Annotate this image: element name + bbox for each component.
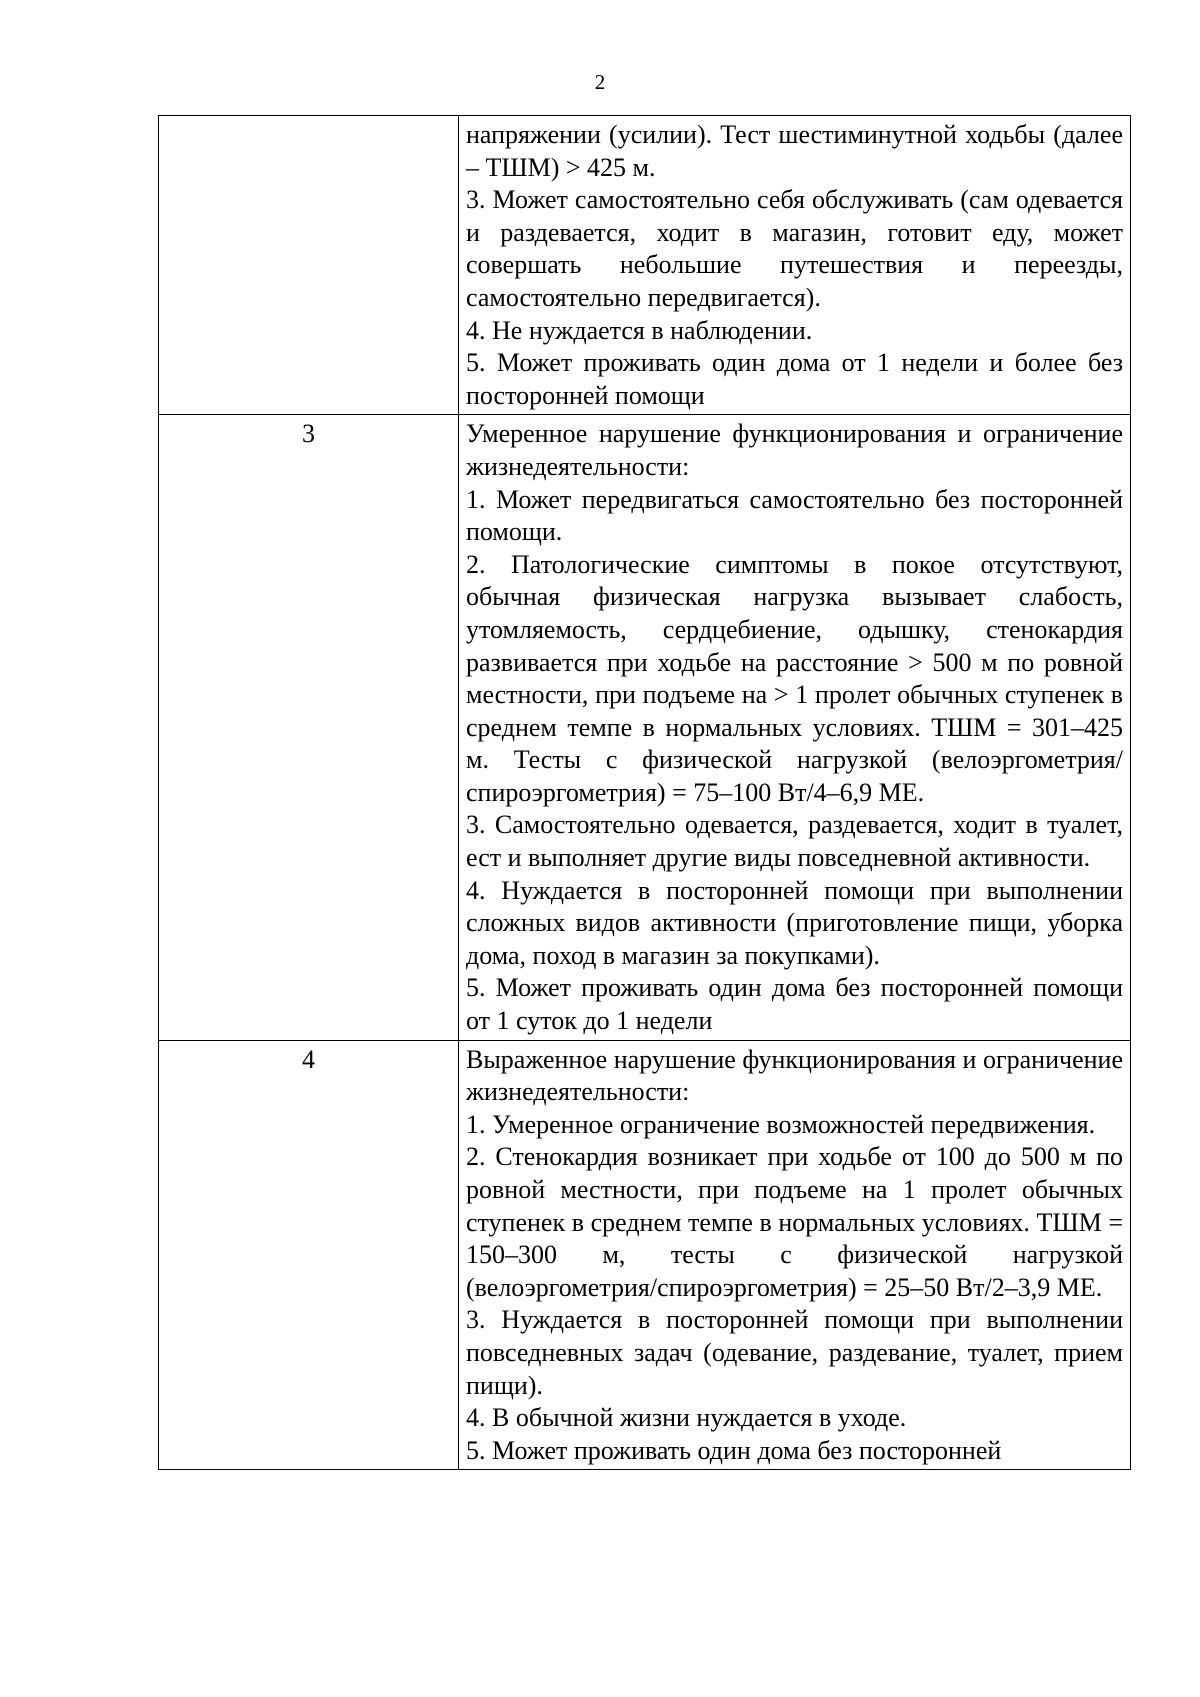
- level-cell: [159, 116, 459, 415]
- paragraph: 3. Может самостоятельно себя обслуживать (сам одевается и раздевается, ходит в магазин, готовит еду, может совершать небольшие путешествия и переезды, самостоятельно передвигается).: [466, 185, 1123, 312]
- page-number: 2: [594, 70, 606, 94]
- paragraph: 5. Может проживать один дома от 1 недели и более без посторонней помощи: [466, 348, 1123, 410]
- description-cell: [459, 415, 1131, 1040]
- table-row: [159, 116, 1131, 415]
- description-cell: [459, 1040, 1131, 1470]
- rehab-scale-table: [158, 115, 1131, 1470]
- paragraph: 4. В обычной жизни нуждается в уходе.: [466, 1403, 907, 1433]
- paragraph: 2. Стенокардия возникает при ходьбе от 100 до 500 м по ровной местности, при подъеме на 1 пролет обычных ступенек в среднем темпе в нормальных условиях. ТШМ = 150–300 м, тесты с физической нагрузкой (велоэргометрия/спироэргометрия) = 25–50 Вт/2–3,9 МЕ.: [466, 1142, 1123, 1302]
- paragraph: 4. Нуждается в посторонней помощи при выполнении сложных видов активности (приготовление пищи, уборка дома, поход в магазин за покупками).: [466, 875, 1123, 970]
- paragraph: 1. Может передвигаться самостоятельно без посторонней помощи.: [466, 484, 1123, 547]
- table-row: [159, 1040, 1131, 1470]
- paragraph: Выраженное нарушение функционирования и ограничение жизнедеятельности:: [466, 1044, 1123, 1107]
- table-row: [159, 415, 1131, 1040]
- paragraph: 5. Может проживать один дома без посторонней: [466, 1435, 1002, 1465]
- paragraph: 3. Нуждается в посторонней помощи при выполнении повседневных задач (одевание, раздевание, туалет, прием пищи).: [466, 1305, 1123, 1400]
- paragraph: 4. Не нуждается в наблюдении.: [466, 315, 813, 345]
- description-cell: [459, 116, 1131, 415]
- level-cell: 3: [159, 415, 459, 1040]
- paragraph: напряжении (усилии). Тест шестиминутной ходьбы (далее – ТШМ) > 425 м.: [466, 120, 1123, 182]
- paragraph: 1. Умеренное ограничение возможностей передвижения.: [466, 1109, 1096, 1139]
- paragraph: 5. Может проживать один дома без посторонней помощи от 1 суток до 1 недели: [466, 973, 1123, 1036]
- paragraph: 2. Патологические симптомы в покое отсутствуют, обычная физическая нагрузка вызывает слабость, утомляемость, сердцебиение, одышку, стенокардия развивается при ходьбе на расстояние > 500 м по ровной местности, при подъеме на > 1 пролет обычных ступенек в среднем темпе в нормальных условиях. ТШМ = 301–425 м. Тесты с физической нагрузкой (велоэргометрия/спироэргометрия) = 75–100 Вт/4–6,9 МЕ.: [466, 549, 1123, 807]
- paragraph: Умеренное нарушение функционирования и ограничение жизнедеятельности:: [466, 419, 1123, 481]
- level-cell: 4: [159, 1040, 459, 1470]
- paragraph: 3. Самостоятельно одевается, раздевается, ходит в туалет, ест и выполняет другие виды повседневной активности.: [466, 810, 1123, 873]
